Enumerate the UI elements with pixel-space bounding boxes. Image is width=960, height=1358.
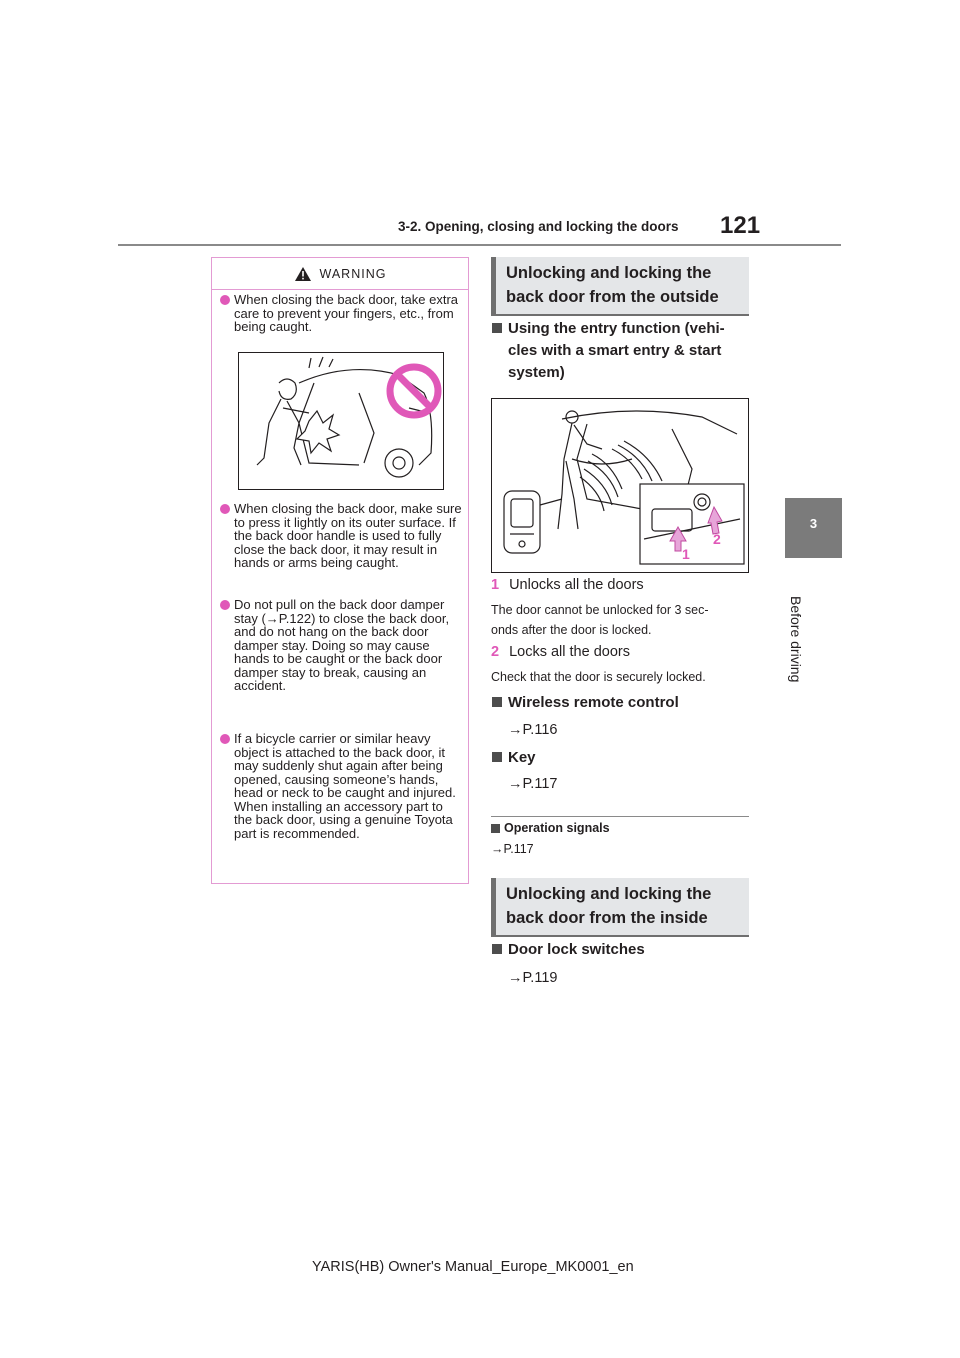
footer-manual-id: YARIS(HB) Owner's Manual_Europe_MK0001_en <box>312 1259 634 1275</box>
section-heading-inside <box>491 878 749 937</box>
heading-text: Operation signals <box>504 821 610 835</box>
warning-title: WARNING <box>319 266 387 281</box>
warning-item-text: When closing the back door, make sure to press it lightly on its outer surface. If the back door handle is used to fully close the back door, it may result in hands or arms being caught. <box>234 501 462 570</box>
warning-box <box>211 257 469 884</box>
step-text: Unlocks all the doors <box>509 577 644 593</box>
door-lock-switches-heading <box>491 939 751 961</box>
pink-dot-icon <box>220 600 230 610</box>
warning-item <box>220 732 464 840</box>
step-1-note <box>491 600 751 640</box>
step-2 <box>491 644 630 660</box>
remote-control-heading <box>491 692 751 714</box>
warning-item <box>220 502 464 570</box>
warning-item-text: Do not pull on the back door damper stay (→P.122) to close the back door, and do not hang on the back door damper stay. Doing so may cause hands to be caught or the back door damper stay to break, causing an accident. <box>234 597 450 693</box>
divider <box>491 816 749 817</box>
chapter-label: Before driving <box>788 596 804 683</box>
entry-function-illustration <box>491 398 749 573</box>
page-reference[interactable]: →P.119 <box>508 970 558 986</box>
step-1 <box>491 577 644 593</box>
page-number: 121 <box>720 212 761 239</box>
prohibition-icon <box>390 367 438 415</box>
step-2-note: Check that the door is securely locked. <box>491 670 706 684</box>
chapter-tab <box>785 498 842 558</box>
header-rule <box>118 244 841 246</box>
warning-triangle-icon <box>294 266 312 282</box>
heading-text: Wireless remote control <box>508 694 679 711</box>
section-heading-outside <box>491 257 749 316</box>
step-text: Locks all the doors <box>509 644 630 660</box>
page-reference[interactable]: →P.117 <box>508 776 558 792</box>
heading-text: Key <box>508 749 536 766</box>
heading-text: Door lock switches <box>508 941 645 958</box>
callout-number-2: 2 <box>713 531 721 547</box>
callout-number-1: 1 <box>682 546 690 562</box>
back-door-closing-illustration <box>238 352 444 490</box>
key-heading <box>491 747 751 769</box>
warning-item-text: If a bicycle carrier or similar heavy object is attached to the back door, it may suddenly shut again after being opened, causing someone’s hands, head or neck to be caught and injured. When installing an accessory part to the back door, using a genuine Toyota part is recommended. <box>234 731 456 841</box>
page-reference[interactable]: →P.117 <box>491 842 534 856</box>
entry-function-heading <box>491 318 751 384</box>
heading-line: cles with a smart entry & start <box>508 342 722 359</box>
heading-line: back door from the outside <box>506 288 719 306</box>
warning-header <box>212 258 468 290</box>
square-bullet-icon <box>492 697 502 707</box>
note-line: The door cannot be unlocked for 3 sec- <box>491 603 709 617</box>
pink-dot-icon <box>220 504 230 514</box>
square-bullet-icon <box>492 944 502 954</box>
square-bullet-icon <box>492 323 502 333</box>
pink-dot-icon <box>220 295 230 305</box>
heading-line: Unlocking and locking the <box>506 264 712 282</box>
step-number: 1 <box>491 577 500 593</box>
section-title: 3-2. Opening, closing and locking the doors <box>398 219 679 234</box>
heading-line: Unlocking and locking the <box>506 885 712 903</box>
warning-item <box>220 293 464 334</box>
step-number: 2 <box>491 644 500 660</box>
chapter-number: 3 <box>809 516 818 531</box>
operation-signals-heading <box>491 821 610 835</box>
heading-line: system) <box>508 364 565 381</box>
warning-item-text: When closing the back door, take extra care to prevent your fingers, etc., from being caught. <box>234 292 459 334</box>
warning-item <box>220 598 464 693</box>
square-bullet-icon <box>491 824 500 833</box>
note-line: onds after the door is locked. <box>491 623 652 637</box>
pink-dot-icon <box>220 734 230 744</box>
heading-line: back door from the inside <box>506 909 708 927</box>
heading-line: Using the entry function (vehi- <box>508 320 725 337</box>
square-bullet-icon <box>492 752 502 762</box>
page-reference[interactable]: →P.116 <box>508 722 558 738</box>
